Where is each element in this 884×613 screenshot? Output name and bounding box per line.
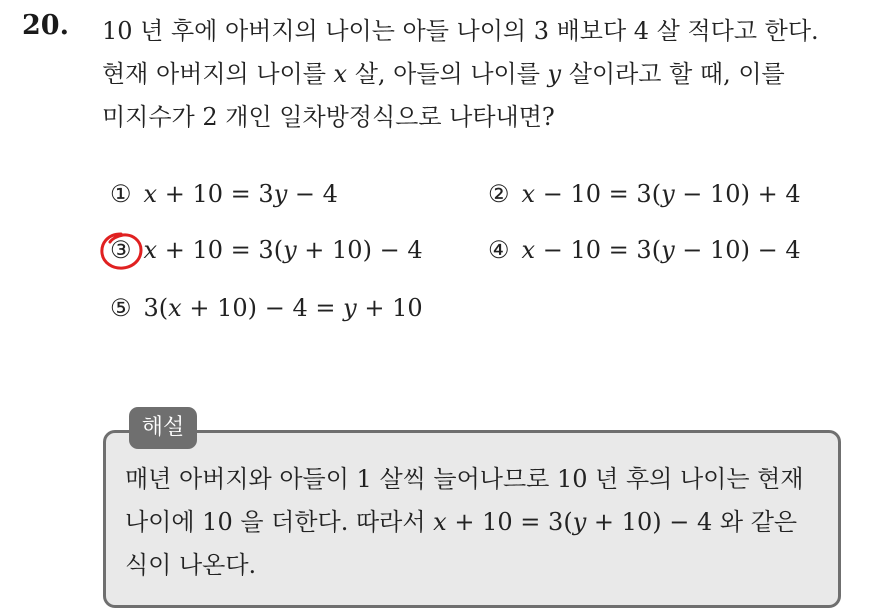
- solution-equation: x + 10 = 3(y + 10) − 4: [433, 508, 713, 536]
- choice-4-mark: ④: [488, 236, 510, 264]
- question-line-2-part-c: 살이라고 할 때, 이를: [561, 60, 785, 88]
- question-line-2-part-a: 현재 아버지의 나이를: [102, 60, 334, 88]
- variable-x: x: [333, 60, 348, 88]
- solution-line-3: 식이 나온다.: [125, 551, 257, 579]
- choice-1-mark: ①: [110, 180, 132, 208]
- question-line-1: 10 년 후에 아버지의 나이는 아들 나이의 3 배보다 4 살 적다고 한다.: [102, 17, 819, 45]
- choice-1[interactable]: [110, 180, 338, 208]
- solution-text: [125, 458, 830, 587]
- question-number: 20.: [22, 10, 69, 41]
- variable-y: y: [547, 60, 562, 88]
- choice-5-expression: 3(x + 10) − 4 = y + 10: [143, 294, 423, 322]
- choice-2[interactable]: [488, 180, 801, 208]
- question-line-3: 미지수가 2 개인 일차방정식으로 나타내면?: [102, 103, 555, 131]
- choice-3-mark: ③: [110, 236, 132, 264]
- choice-1-expression: x + 10 = 3y − 4: [143, 180, 338, 208]
- question-line-2: [102, 53, 872, 96]
- choice-3-expression: x + 10 = 3(y + 10) − 4: [143, 236, 423, 264]
- solution-title-tab: 해설: [129, 407, 197, 449]
- question-text: [102, 10, 872, 139]
- choice-4[interactable]: [488, 236, 801, 264]
- choice-4-expression: x − 10 = 3(y − 10) − 4: [521, 236, 801, 264]
- choice-5[interactable]: [110, 294, 423, 322]
- question-line-2-part-b: 살, 아들의 나이를: [347, 60, 548, 88]
- choice-2-expression: x − 10 = 3(y − 10) + 4: [521, 180, 801, 208]
- answer-circle-mark: [99, 230, 145, 272]
- choice-3[interactable]: [110, 236, 423, 264]
- solution-line-2-part-b: 와 같은: [712, 508, 798, 536]
- solution-line-1: 매년 아버지와 아들이 1 살씩 늘어나므로 10 년 후의 나이는 현재: [125, 465, 804, 493]
- solution-line-2-part-a: 나이에 10 을 더한다. 따라서: [125, 508, 434, 536]
- choice-2-mark: ②: [488, 180, 510, 208]
- solution-line-2: [125, 501, 830, 544]
- choice-5-mark: ⑤: [110, 294, 132, 322]
